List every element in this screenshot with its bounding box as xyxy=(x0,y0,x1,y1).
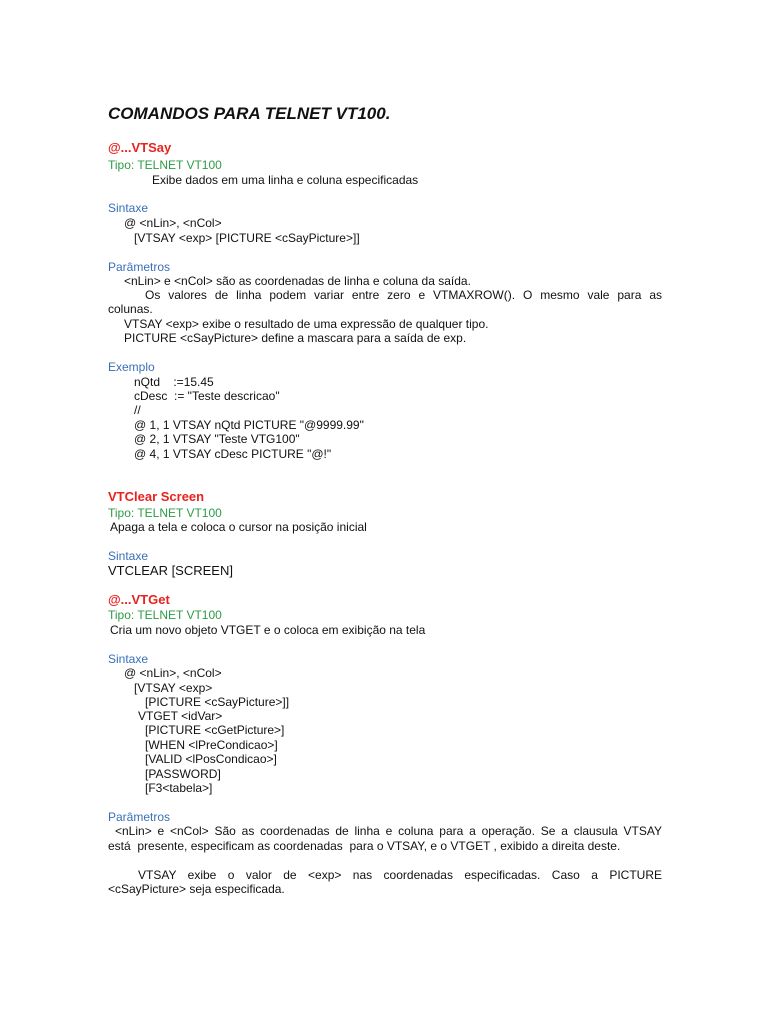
vtget-param-line: está presente, especificam as coordenadas para o VTSAY, e o VTGET , exibido a direita deste. xyxy=(108,839,621,853)
vtget-sintaxe-line: [VALID <lPosCondicao>] xyxy=(145,752,277,766)
vtget-sintaxe-line: [F3<tabela>] xyxy=(145,781,213,795)
vtsay-param-line: Os valores de linha podem variar entre zero e VTMAXROW(). O mesmo vale para as xyxy=(145,288,662,302)
vtget-sintaxe-line: [PASSWORD] xyxy=(145,767,221,781)
vtsay-exemplo-line: // xyxy=(134,403,141,417)
vtsay-sintaxe-line: [VTSAY <exp> [PICTURE <cSayPicture>]] xyxy=(134,231,360,245)
vtsay-exemplo-line: cDesc := "Teste descricao" xyxy=(134,389,280,403)
vtget-tipo: Tipo: TELNET VT100 xyxy=(108,608,222,622)
vtsay-tipo: Tipo: TELNET VT100 xyxy=(108,158,222,172)
vtsay-param-line: VTSAY <exp> exibe o resultado de uma expressão de qualquer tipo. xyxy=(124,317,489,331)
vtsay-param-line: <nLin> e <nCol> são as coordenadas de linha e coluna da saída. xyxy=(124,274,471,288)
vtsay-param-line: colunas. xyxy=(108,302,153,316)
vtsay-exemplo-line: nQtd :=15.45 xyxy=(134,375,214,389)
vtclear-sintaxe-line: VTCLEAR [SCREEN] xyxy=(108,563,233,578)
vtclear-description: Apaga a tela e coloca o cursor na posição inicial xyxy=(110,520,367,534)
vtget-sintaxe-line: [WHEN <lPreCondicao>] xyxy=(145,738,278,752)
vtclear-heading: VTClear Screen xyxy=(108,489,205,504)
vtsay-exemplo-label: Exemplo xyxy=(108,360,155,374)
vtget-param-line: <nLin> e <nCol> São as coordenadas de linha e coluna para a operação. Se a clausula VTSAY xyxy=(115,824,662,838)
vtget-sintaxe-line: VTGET <idVar> xyxy=(138,709,223,723)
vtsay-heading: @...VTSay xyxy=(108,140,172,155)
vtget-parametros-label: Parâmetros xyxy=(108,810,171,824)
vtsay-parametros-label: Parâmetros xyxy=(108,260,171,274)
vtsay-sintaxe-line: @ <nLin>, <nCol> xyxy=(124,216,222,230)
vtget-sintaxe-line: [VTSAY <exp> xyxy=(134,681,213,695)
vtget-sintaxe-line: [PICTURE <cGetPicture>] xyxy=(145,723,285,737)
vtclear-sintaxe-label: Sintaxe xyxy=(108,549,149,563)
vtsay-sintaxe-label: Sintaxe xyxy=(108,201,149,215)
vtget-param-line: VTSAY exibe o valor de <exp> nas coordenadas especificadas. Caso a PICTURE xyxy=(138,868,662,882)
vtsay-param-line: PICTURE <cSayPicture> define a mascara para a saída de exp. xyxy=(124,331,467,345)
vtget-description: Cria um novo objeto VTGET e o coloca em exibição na tela xyxy=(110,623,426,637)
vtget-sintaxe-line: [PICTURE <cSayPicture>]] xyxy=(145,695,290,709)
page-title: COMANDOS PARA TELNET VT100. xyxy=(108,104,391,123)
vtsay-exemplo-line: @ 2, 1 VTSAY "Teste VTG100" xyxy=(134,432,300,446)
vtget-heading: @...VTGet xyxy=(108,592,170,607)
vtget-sintaxe-line: @ <nLin>, <nCol> xyxy=(124,666,222,680)
vtsay-exemplo-line: @ 4, 1 VTSAY cDesc PICTURE "@!" xyxy=(134,447,332,461)
vtsay-description: Exibe dados em uma linha e coluna especificadas xyxy=(152,173,419,187)
vtget-sintaxe-label: Sintaxe xyxy=(108,652,149,666)
vtclear-tipo: Tipo: TELNET VT100 xyxy=(108,506,222,520)
vtsay-exemplo-line: @ 1, 1 VTSAY nQtd PICTURE "@9999.99" xyxy=(134,418,364,432)
vtget-param-line: <cSayPicture> seja especificada. xyxy=(108,882,285,896)
